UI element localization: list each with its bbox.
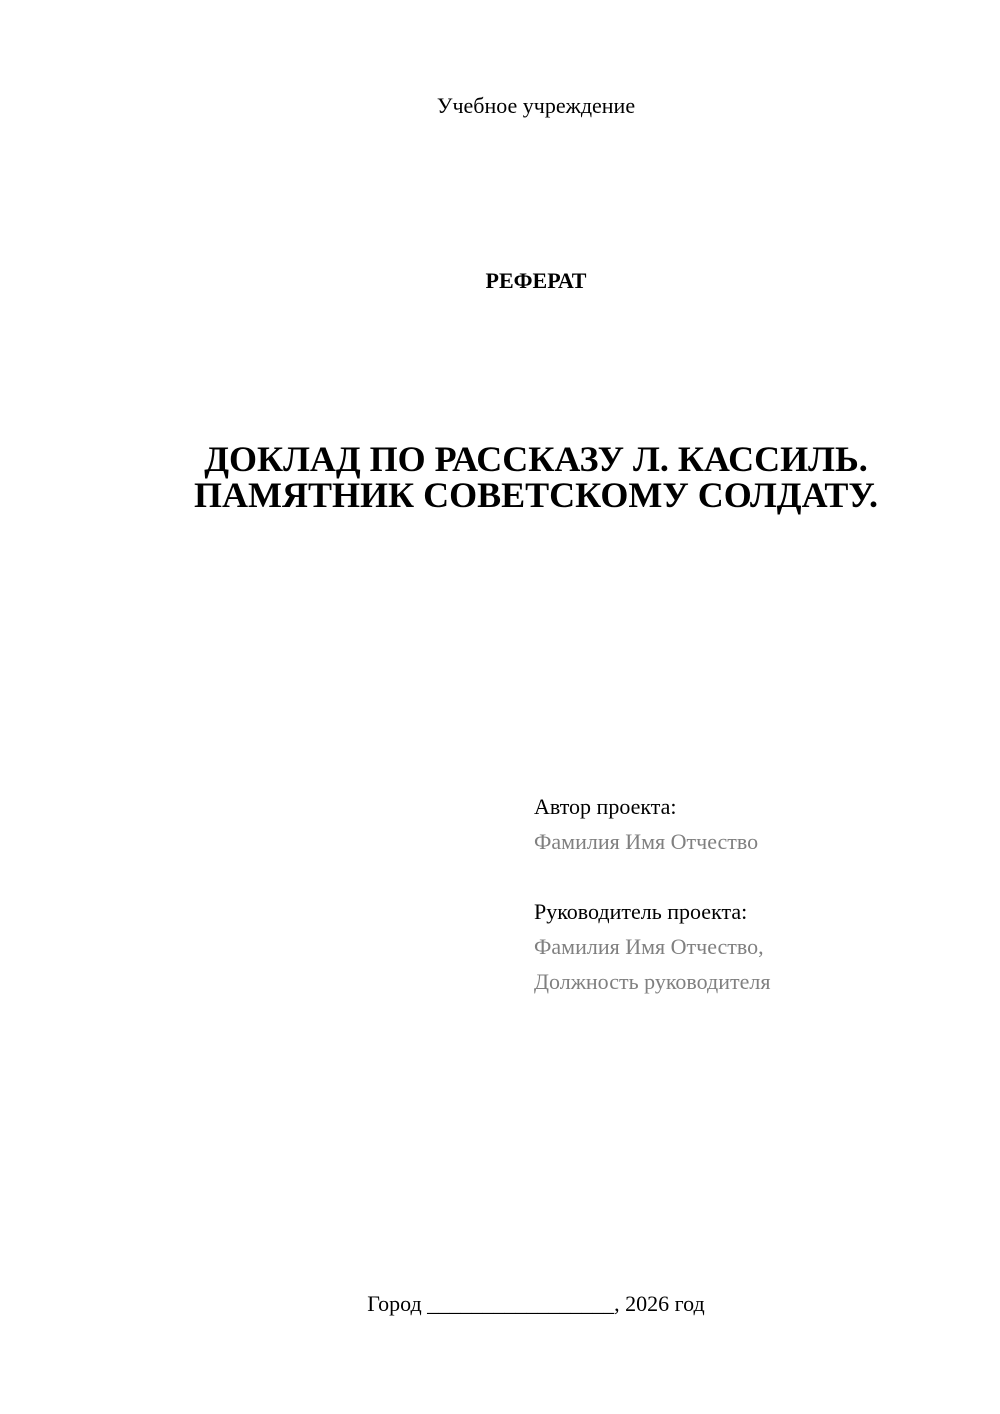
document-title-line-1: ДОКЛАД ПО РАССКАЗУ Л. КАССИЛЬ. [204, 439, 868, 479]
project-info [534, 789, 770, 999]
supervisor-name: Фамилия Имя Отчество, [534, 934, 764, 959]
author-label: Автор проекта: [534, 794, 677, 819]
document-title [0, 441, 1000, 513]
supervisor-label: Руководитель проекта: [534, 899, 748, 924]
spacer [534, 859, 770, 894]
document-title-line-2: ПАМЯТНИК СОВЕТСКОМУ СОЛДАТУ. [194, 475, 878, 515]
document-type: РЕФЕРАТ [485, 268, 587, 293]
institution-name: Учебное учреждение [436, 93, 636, 118]
author-name: Фамилия Имя Отчество [534, 829, 759, 854]
supervisor-position: Должность руководителя [534, 969, 771, 994]
city-year-line: Город _________________, 2026 год [367, 1291, 705, 1316]
